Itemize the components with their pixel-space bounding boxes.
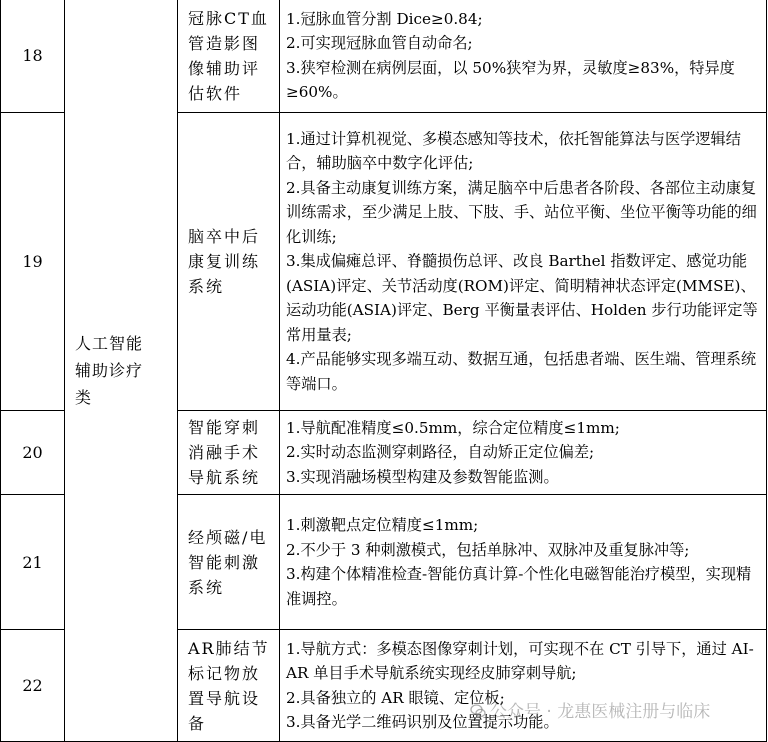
requirement-item: 2.可实现冠脉血管自动命名; xyxy=(286,34,473,52)
requirements-cell xyxy=(280,0,767,113)
wechat-icon xyxy=(470,703,486,719)
requirement-item: 3.实现消融场模型构建及参数智能监测。 xyxy=(286,467,559,486)
category-cell xyxy=(65,0,178,742)
requirements-cell xyxy=(280,630,767,742)
watermark xyxy=(470,697,710,722)
requirements-cell xyxy=(280,495,767,630)
category-label: 人工智能辅助诊疗类 xyxy=(75,333,144,407)
requirement-item: 3.集成偏瘫总评、脊髓损伤总评、改良 Barthel 指数评定、感觉功能(ASIA)评定、关节活动度(ROM)评定、简明精神状态评定(MMSE)、运动功能(ASIA)评定、Berg 平衡量表评估、Holden 步行功能评定等常用量表; xyxy=(286,252,758,344)
product-name: 经颅磁/电智能刺激系统 xyxy=(178,495,280,630)
row-number: 20 xyxy=(1,411,65,495)
requirement-item: 1.导航配准精度≤0.5mm，综合定位精度≤1mm; xyxy=(286,418,620,437)
requirement-item: 2.实时动态监测穿刺路径，自动矫正定位偏差; xyxy=(286,443,595,462)
requirement-item: 2.具备独立的 AR 眼镜、定位板; xyxy=(286,688,505,707)
product-name: 智能穿刺消融手术导航系统 xyxy=(178,411,280,495)
row-number: 21 xyxy=(1,495,65,630)
watermark-text: 公众号 · 龙惠医械注册与临床 xyxy=(490,702,711,722)
table-row xyxy=(1,0,767,113)
requirements-cell xyxy=(280,411,767,495)
row-number: 18 xyxy=(1,0,65,113)
requirement-item: 3.狭窄检测在病例层面，以 50%狭窄为界，灵敏度≥83%，特异度≥60%。 xyxy=(286,58,735,101)
requirement-item: 3.构建个体精准检查-智能仿真计算-个性化电磁智能治疗模型，实现精准调控。 xyxy=(286,565,752,608)
requirement-item: 2.不少于 3 种刺激模式，包括单脉冲、双脉冲及重复脉冲等; xyxy=(286,540,690,559)
requirements-cell xyxy=(280,113,767,411)
requirement-item: 3.具备光学二维码识别及位置提示功能。 xyxy=(286,713,559,731)
requirement-item: 4.产品能够实现多端互动、数据互通，包括患者端、医生端、管理系统等端口。 xyxy=(286,350,757,393)
product-name: 冠脉CT血管造影图像辅助评估软件 xyxy=(178,0,280,113)
product-name: AR肺结节标记物放置导航设备 xyxy=(178,630,280,742)
row-number: 19 xyxy=(1,113,65,411)
row-number: 22 xyxy=(1,630,65,742)
requirement-item: 1.冠脉血管分割 Dice≥0.84; xyxy=(286,9,483,28)
requirement-item: 2.具备主动康复训练方案，满足脑卒中后患者各阶段、各部位主动康复训练需求，至少满足上肢、下肢、手、站位平衡、坐位平衡等功能的细化训练; xyxy=(286,178,757,246)
requirement-item: 1.通过计算机视觉、多模态感知等技术，依托智能算法与医学逻辑结合，辅助脑卒中数字化评估; xyxy=(286,129,741,173)
requirement-item: 1.刺激靶点定位精度≤1mm; xyxy=(286,516,479,534)
product-name: 脑卒中后康复训练系统 xyxy=(178,113,280,411)
requirement-item: 1.导航方式：多模态图像穿刺计划，可实现不在 CT 引导下，通过 AI-AR 单目手术导航系统实现经皮肺穿刺导航; xyxy=(286,639,754,682)
